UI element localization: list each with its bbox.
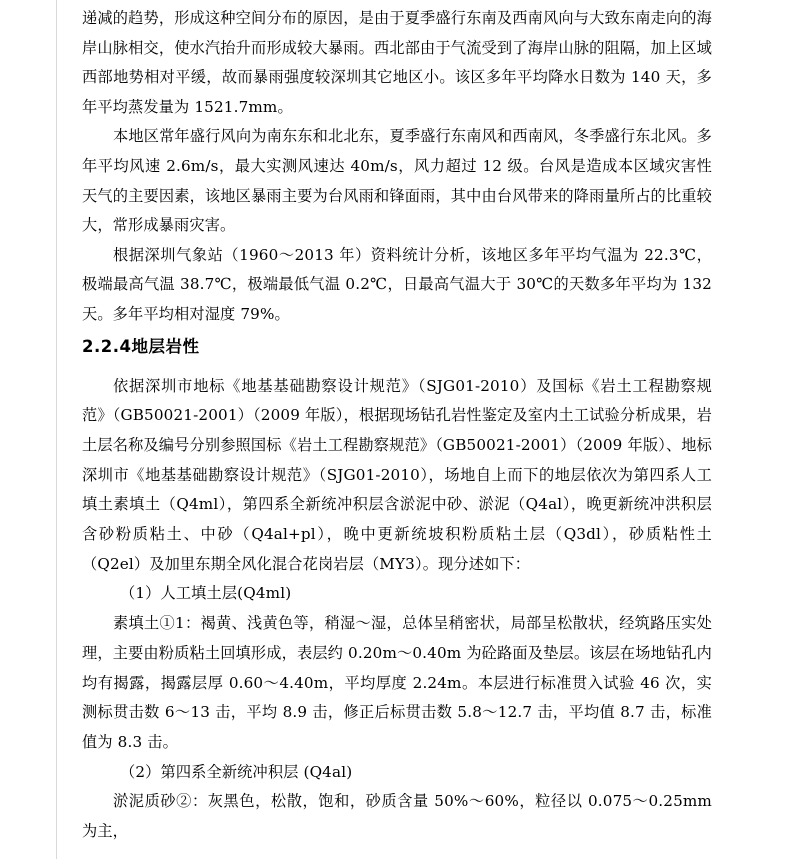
paragraph-rainfall: 递减的趋势，形成这种空间分布的原因，是由于夏季盛行东南及西南风向与大致东南走向的海岸山脉相交，使水汽抬升而形成较大暴雨。西北部由于气流受到了海岸山脉的阻隔，加上区域西部地势相对平缓，故而暴雨强度较深圳其它地区小。该区多年平均降水日数为 140 天，多年平均蒸发量为 1521.7mm。 [82, 9, 712, 116]
page-margin-guide [56, 0, 57, 859]
document-body [82, 4, 712, 847]
subheading-fill-layer: （1）人工填土层(Q4ml) [120, 584, 292, 603]
paragraph-temperature: 根据深圳气象站（1960～2013 年）资料统计分析，该地区多年平均气温为 22.3℃，极端最高气温 38.7℃，极端最低气温 0.2℃，日最高气温大于 30℃的天数多年平均为 132 天。多年平均相对湿度 79%。 [82, 245, 712, 323]
section-heading: 2.2.4地层岩性 [82, 336, 200, 356]
paragraph-strata-overview: 依据深圳市地标《地基基础勘察设计规范》（SJG01-2010）及国标《岩土工程勘察规范》（GB50021-2001）（2009 年版），根据现场钻孔岩性鉴定及室内土工试验分析成果，岩土层名称及编号分别参照国标《岩土工程勘察规范》（GB50021-2001）（2009 年版）、地标深圳市《地基基础勘察设计规范》（SJG01-2010），场地自上而下的地层依次为第四系人工填土素填土（Q4ml），第四系全新统冲积层含淤泥中砂、淤泥（Q4al），晚更新统冲洪积层含砂粉质粘土、中砂（Q4al+pl），晚中更新统坡积粉质粘土层（Q3dl），砂质粘性土（Q2el）及加里东期全风化混合花岗岩层（MΥ3）。现分述如下： [82, 376, 712, 573]
strata-section [82, 372, 712, 847]
paragraph-wind: 本地区常年盛行风向为南东东和北北东，夏季盛行东南风和西南风，冬季盛行东北风。多年平均风速 2.6m/s，最大实测风速达 40m/s，风力超过 12 级。台风是造成本区域灾害性天气的主要因素，该地区暴雨主要为台风雨和锋面雨，其中由台风带来的降雨量所占的比重较大，常形成暴雨灾害。 [82, 127, 712, 235]
paragraph-silty-sand: 淤泥质砂②：灰黑色，松散，饱和，砂质含量 50%～60%，粒径以 0.075～0.25mm 为主， [82, 792, 712, 841]
subheading-alluvial-layer: （2）第四系全新统冲积层 (Q4al) [120, 762, 353, 781]
heading-spacer [82, 365, 712, 372]
paragraph-fill-soil: 素填土①1：褐黄、浅黄色等，稍湿～湿，总体呈稍密状，局部呈松散状，经筑路压实处理，主要由粉质粘土回填形成，表层约 0.20m～0.40m 为砼路面及垫层。该层在场地钻孔内均有揭露，揭露层厚 0.60～4.40m，平均厚度 2.24m。本层进行标准贯入试验 46 次，实测标贯击数 6～13 击，平均 8.9 击，修正后标贯击数 5.8～12.7 击，平均值 8.7 击，标准值为 8.3 击。 [82, 614, 712, 751]
